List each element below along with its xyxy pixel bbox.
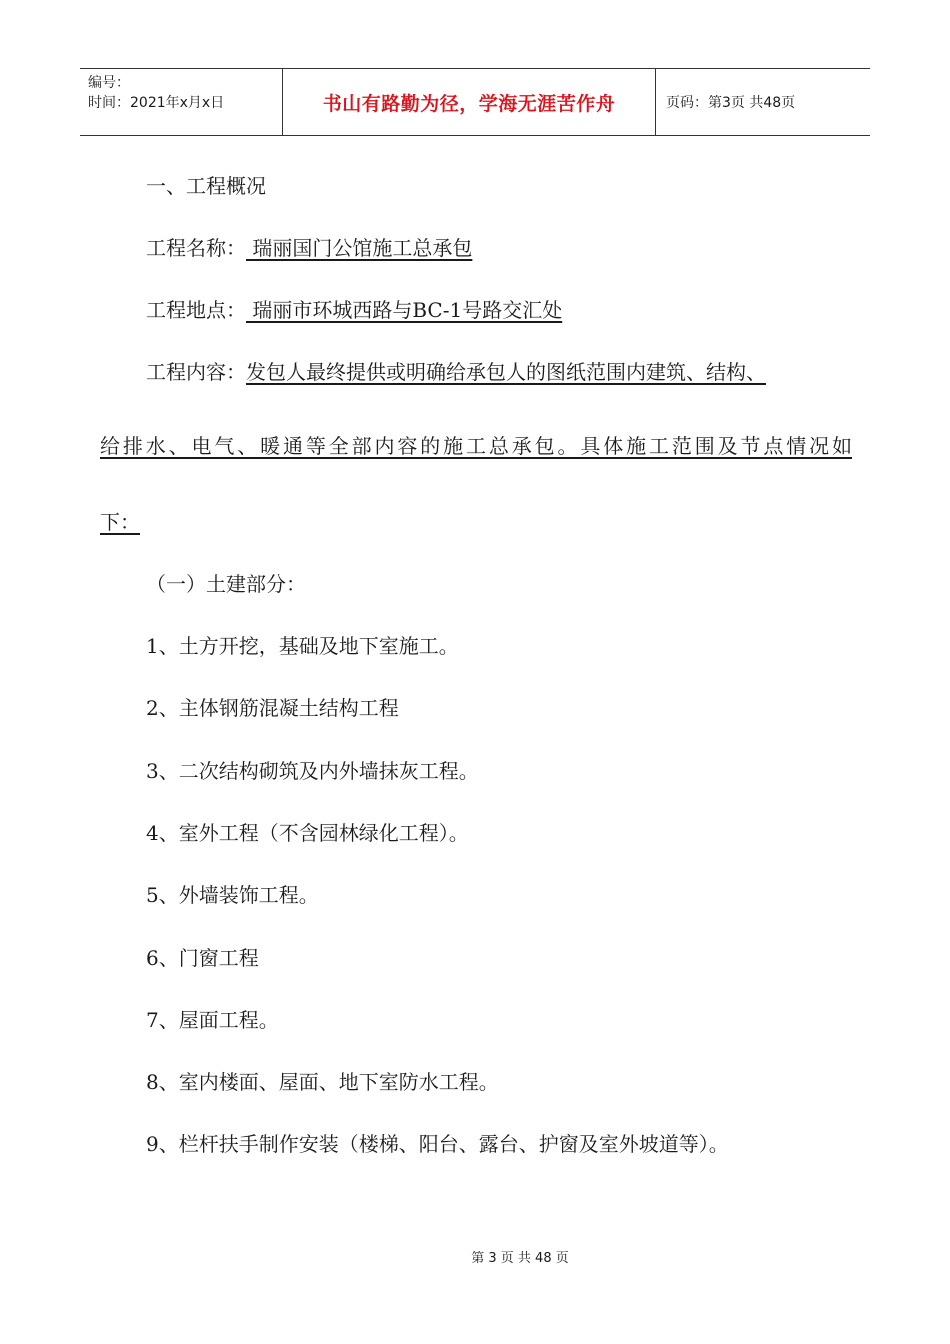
list-item: 9、栏杆扶手制作安装（楼梯、阳台、露台、护窗及室外坡道等）。 <box>146 1132 729 1156</box>
list-item: 5、外墙装饰工程。 <box>146 883 319 907</box>
list-item: 8、室内楼面、屋面、地下室防水工程。 <box>146 1070 499 1094</box>
list-item: 6、门窗工程 <box>146 946 259 970</box>
project-content-label: 工程内容： <box>146 360 246 384</box>
project-location-label: 工程地点： <box>146 298 246 322</box>
header-meta <box>80 69 282 135</box>
header-motto: 书山有路勤为径，学海无涯苦作舟 <box>282 69 656 135</box>
list-item: 7、屋面工程。 <box>146 1008 279 1032</box>
project-content-text-2: 给排水、电气、暖通等全部内容的施工总承包。具体施工范围及节点情况如 <box>100 434 852 458</box>
project-location-value: 瑞丽市环城西路与BC-1号路交汇处 <box>246 298 563 322</box>
subsection-heading: （一）土建部分： <box>146 572 306 596</box>
document-number-label: 编号： <box>88 75 130 91</box>
project-name-line <box>146 234 472 262</box>
page-header <box>80 68 870 136</box>
header-page-number: 页码：第3页 共48页 <box>666 95 796 111</box>
footer-page-number: 第 3 页 共 48 页 <box>471 1251 569 1266</box>
list-item: 4、室外工程（不含园林绿化工程）。 <box>146 821 469 845</box>
project-location-line <box>146 296 562 324</box>
project-name-label: 工程名称： <box>146 236 246 260</box>
page-footer <box>0 1247 950 1266</box>
document-date: 时间：2021年x月x日 <box>88 95 225 111</box>
project-content-text-1: 发包人最终提供或明确给承包人的图纸范围内建筑、结构、 <box>246 360 766 384</box>
list-item: 1、土方开挖，基础及地下室施工。 <box>146 634 459 658</box>
list-item: 2、主体钢筋混凝土结构工程 <box>146 696 399 720</box>
section-heading: 一、工程概况 <box>146 174 266 198</box>
list-item: 3、二次结构砌筑及内外墙抹灰工程。 <box>146 759 479 783</box>
project-name-value: 瑞丽国门公馆施工总承包 <box>246 236 473 260</box>
project-content-text-3: 下： <box>100 510 140 534</box>
project-content-line-1 <box>146 358 766 386</box>
